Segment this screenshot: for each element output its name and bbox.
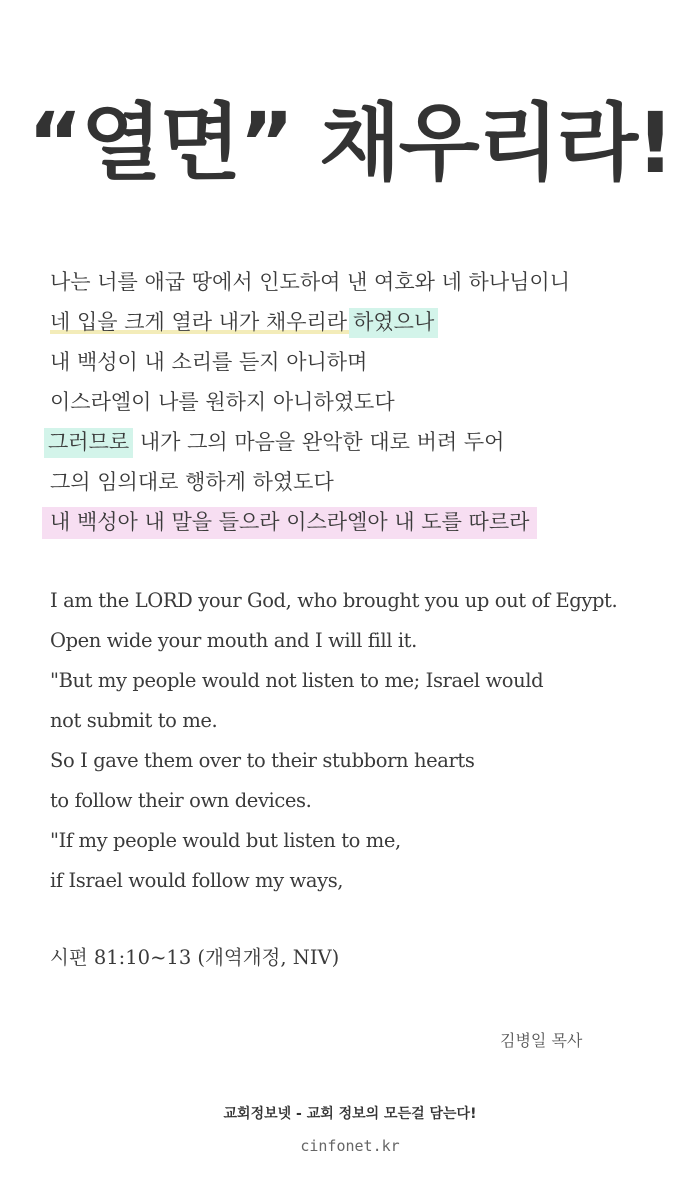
korean-verse-line: [50, 302, 690, 342]
highlighted-phrase: 하였으나: [349, 308, 438, 338]
underlined-phrase: 네 입을 크게 열라 내가 채우리라: [50, 310, 348, 334]
english-verse-line: Open wide your mouth and I will fill it.: [50, 629, 417, 652]
korean-verse-line: [50, 502, 690, 542]
korean-verse-line: [50, 422, 690, 462]
scripture-reference: 시편 81:10~13 (개역개정, NIV): [50, 946, 340, 969]
english-verse-line: "If my people would but listen to me,: [50, 829, 401, 852]
korean-verse-line: [50, 462, 690, 502]
footer-slogan: 교회정보넷 - 교회 정보의 모든걸 담는다!: [223, 1106, 477, 1122]
korean-verse-text: 내 백성이 내 소리를 듣지 아니하며: [50, 350, 368, 374]
korean-verse-text: 내가 그의 마음을 완악한 대로 버려 두어: [133, 430, 505, 454]
korean-verse-line: [50, 262, 690, 302]
english-verse-line: not submit to me.: [50, 709, 218, 732]
english-verse-line: to follow their own devices.: [50, 789, 312, 812]
korean-verse-line: [50, 382, 690, 422]
author-name: 김병일 목사: [500, 1031, 583, 1050]
highlighted-verse: 내 백성아 내 말을 들으라 이스라엘아 내 도를 따르라: [42, 507, 537, 539]
english-verse-line: if Israel would follow my ways,: [50, 869, 344, 892]
korean-verse-text: 그의 임의대로 행하게 하였도다: [50, 470, 334, 494]
korean-verse-text: 나는 너를 애굽 땅에서 인도하여 낸 여호와 네 하나님이니: [50, 270, 570, 294]
korean-verse-line: [50, 342, 690, 382]
footer-url: cinfonet.kr: [300, 1137, 400, 1155]
korean-verse-block: [50, 262, 690, 542]
english-verse-line: I am the LORD your God, who brought you up out of Egypt.: [50, 589, 618, 612]
page-title: “열면” 채우리라!: [27, 94, 673, 192]
highlighted-phrase: 그러므로: [44, 428, 133, 458]
english-verse-block: [50, 581, 695, 901]
english-verse-line: So I gave them over to their stubborn hearts: [50, 749, 475, 772]
korean-verse-text: 이스라엘이 나를 원하지 아니하였도다: [50, 390, 395, 414]
english-verse-line: "But my people would not listen to me; Israel would: [50, 669, 544, 692]
